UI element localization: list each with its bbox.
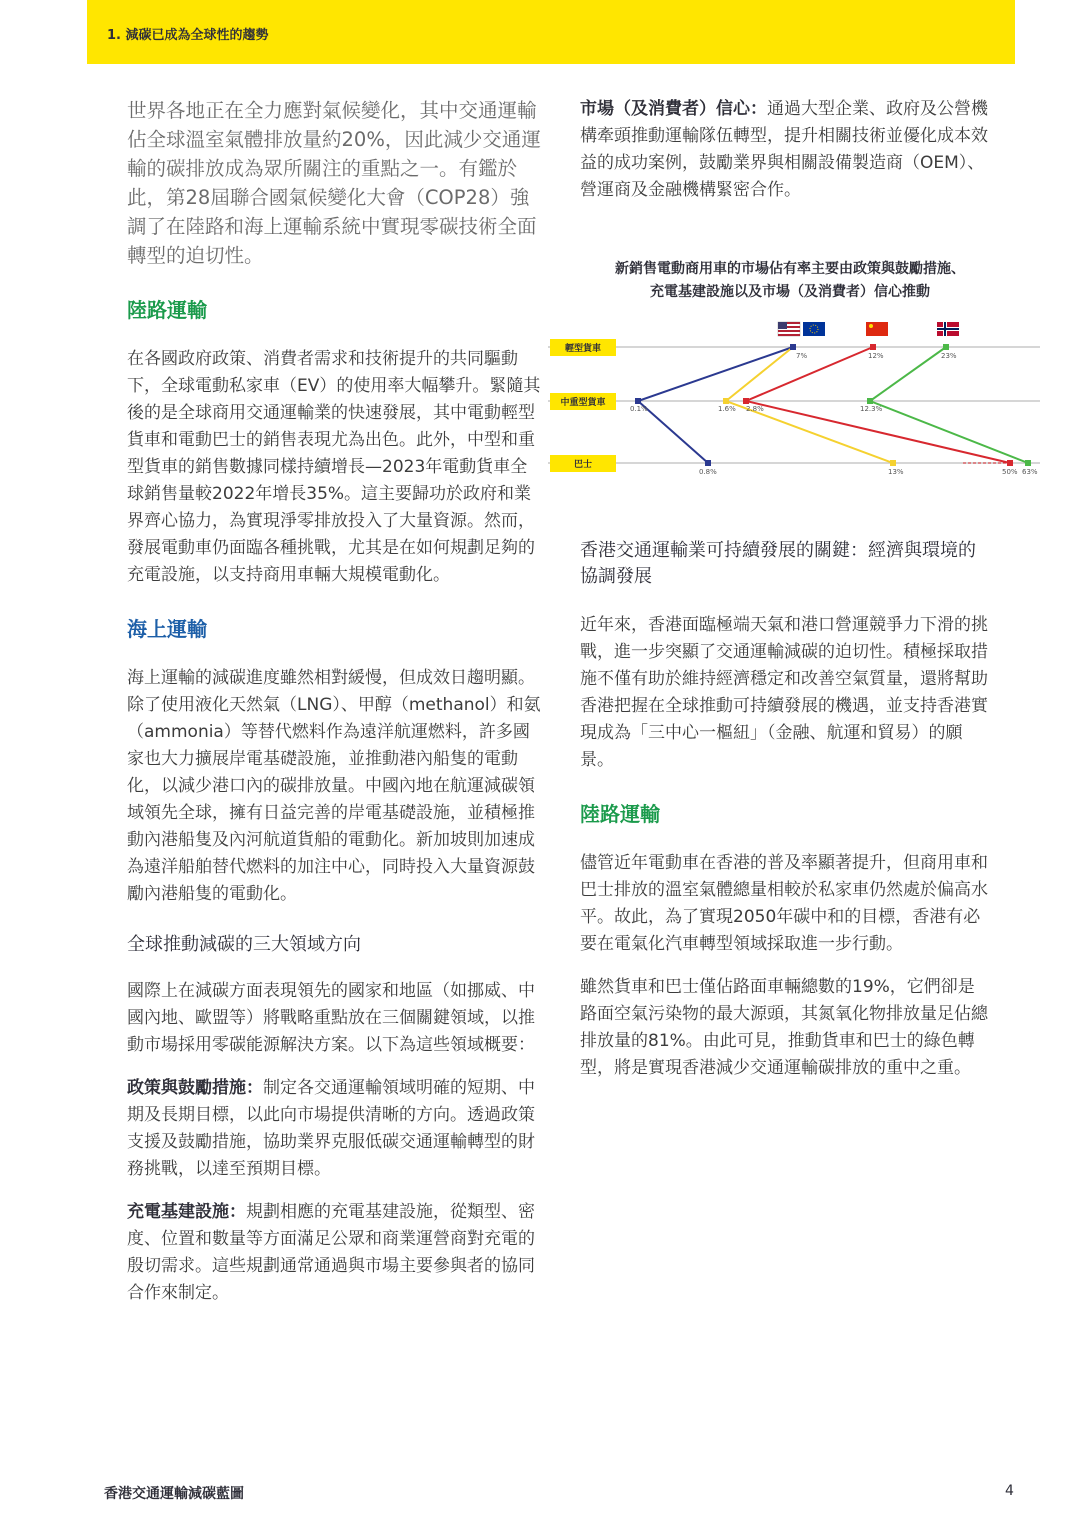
charging-text: 規劃相應的充電基建設施，從類型、密度、位置和數量等方面滿足公眾和商業運營商對充電的殷切需求。這些規劃通常通過與市場主要參與者的協同合作來制定。 — [127, 1202, 535, 1303]
left-column — [127, 96, 542, 1323]
data-label-d-light: 23% — [941, 352, 957, 360]
point-a-light — [790, 344, 796, 350]
point-b-heavy — [723, 398, 729, 404]
hk-sustainability-heading: 香港交通運輸業可持續發展的關鍵：經濟與環境的協調發展 — [580, 540, 976, 587]
data-label-a-light: 7% — [796, 352, 808, 360]
data-label-c-light: 12% — [868, 352, 884, 360]
intro-paragraph: 世界各地正在全力應對氣候變化，其中交通運輸佔全球溫室氣體排放量約20%，因此減少交通運輸的碳排放成為眾所關注的重點之一。有鑑於此，第28屆聯合國氣候變化大會（COP28）強調了在陸路和海上運輸系統中實現零碳技術全面轉型的迫切性。 — [127, 99, 541, 267]
chart-title — [560, 258, 1020, 304]
point-d-light — [943, 344, 949, 350]
page-number: 4 — [1005, 1483, 1014, 1499]
hk-land-transport-heading: 陸路運輸 — [580, 802, 660, 826]
global-areas-heading: 全球推動減碳的三大領域方向 — [127, 934, 361, 955]
market-share-chart — [548, 316, 1048, 486]
point-c-heavy — [743, 398, 749, 404]
series-line-a — [638, 347, 793, 463]
policy-paragraph — [127, 1075, 542, 1183]
flag-us-icon — [778, 322, 800, 336]
right-column-top — [580, 96, 990, 220]
data-label-a-bus: 0.8% — [699, 468, 717, 476]
sea-transport-heading: 海上運輸 — [127, 617, 207, 641]
data-label-d-heavy: 12.3% — [860, 405, 883, 413]
point-c-bus — [1007, 460, 1013, 466]
category-label-light-truck: 輕型貨車 — [564, 344, 602, 354]
category-label-bus: 巴士 — [573, 460, 593, 470]
header-bar — [87, 0, 1015, 64]
policy-lead: 政策與鼓勵措施： — [127, 1078, 263, 1098]
sea-transport-paragraph: 海上運輸的減碳進度雖然相對緩慢，但成效日趨明顯。除了使用液化天然氣（LNG）、甲醇（methanol）和氨（ammonia）等替代燃料作為遠洋航運燃料，許多國家也大力擴展岸電基礎設施，並推動港內船隻的電動化，以減少港口內的碳排放量。中國內地在航運減碳領域領先全球，擁有日益完善的岸電基礎設施，並積極推動內港船隻及內河航道貨船的電動化。新加坡則加速成為遠洋船舶替代燃料的加注中心，同時投入大量資源鼓勵內港船隻的電動化。 — [127, 668, 541, 904]
data-label-b-heavy: 1.6% — [718, 405, 736, 413]
data-label-c-heavy: 2.8% — [746, 405, 764, 413]
global-areas-paragraph: 國際上在減碳方面表現領先的國家和地區（如挪威、中國內地、歐盟等）將戰略重點放在三個關鍵領域，以推動市場採用零碳能源解決方案。以下為這些領域概要： — [127, 981, 535, 1055]
point-d-bus — [1025, 460, 1031, 466]
flag-eu-icon — [803, 322, 825, 336]
market-lead: 市場（及消費者）信心： — [580, 99, 767, 119]
point-a-bus — [705, 460, 711, 466]
market-paragraph — [580, 96, 990, 204]
chart-title-line2: 充電基建設施以及市場（及消費者）信心推動 — [650, 284, 930, 300]
flag-norway-icon — [937, 322, 959, 336]
category-label-heavy-truck: 中重型貨車 — [560, 398, 606, 408]
policy-text: 制定各交通運輸領域明確的短期、中期及長期目標，以此向市場提供清晰的方向。透過政策支援及鼓勵措施，協助業界克服低碳交通運輸轉型的財務挑戰，以達至預期目標。 — [127, 1078, 535, 1179]
point-a-heavy — [635, 398, 641, 404]
charging-lead: 充電基建設施： — [127, 1202, 246, 1222]
footer-document-title: 香港交通運輸減碳藍圖 — [104, 1486, 244, 1502]
hk-land-paragraph-2: 雖然貨車和巴士僅佔路面車輛總數的19%，它們卻是路面空氣污染物的最大源頭，其氮氧化物排放量足佔總排放量的81%。由此可見，推動貨車和巴士的綠色轉型，將是實現香港減少交通運輸碳排放的重中之重。 — [580, 977, 988, 1078]
market-text: 通過大型企業、政府及公營機構牽頭推動運輸隊伍轉型，提升相關技術並優化成本效益的成功案例，鼓勵業界與相關設備製造商（OEM）、營運商及金融機構緊密合作。 — [580, 99, 988, 200]
data-label-a-heavy: 0.1% — [630, 405, 648, 413]
series-line-d — [870, 347, 1028, 463]
data-label-d-bus: 63% — [1022, 468, 1038, 476]
section-title: 1. 減碳已成為全球性的趨勢 — [107, 28, 269, 43]
point-d-heavy — [867, 398, 873, 404]
data-label-c-bus: 50% — [1002, 468, 1018, 476]
chart-title-line1: 新銷售電動商用車的市場佔有率主要由政策與鼓勵措施、 — [615, 261, 965, 277]
land-transport-heading: 陸路運輸 — [127, 298, 207, 322]
point-b-bus — [890, 460, 896, 466]
point-c-light — [870, 344, 876, 350]
right-column-lower — [580, 538, 990, 1098]
charging-paragraph — [127, 1199, 542, 1307]
land-transport-paragraph: 在各國政府政策、消費者需求和技術提升的共同驅動下，全球電動私家車（EV）的使用率大幅攀升。緊隨其後的是全球商用交通運輸業的快速發展，其中電動輕型貨車和電動巴士的銷售表現尤為出色。此外，中型和重型貨車的銷售數據同樣持續增長—2023年電動貨車全球銷售量較2022年增長35%。這主要歸功於政府和業界齊心協力，為實現淨零排放投入了大量資源。然而，發展電動車仍面臨各種挑戰，尤其是在如何規劃足夠的充電設施，以支持商用車輛大規模電動化。 — [127, 349, 541, 585]
hk-sustainability-paragraph: 近年來，香港面臨極端天氣和港口營運競爭力下滑的挑戰，進一步突顯了交通運輸減碳的迫切性。積極採取措施不僅有助於維持經濟穩定和改善空氣質量，還將幫助香港把握在全球推動可持續發展的機遇，並支持香港實現成為「三中心一樞紐」（金融、航運和貿易）的願景。 — [580, 615, 988, 770]
flag-china-icon — [866, 322, 888, 336]
hk-land-paragraph-1: 儘管近年電動車在香港的普及率顯著提升，但商用車和巴士排放的溫室氣體總量相較於私家車仍然處於偏高水平。故此，為了實現2050年碳中和的目標，香港有必要在電氣化汽車轉型領域採取進一步行動。 — [580, 853, 988, 954]
data-label-b-bus: 13% — [888, 468, 904, 476]
